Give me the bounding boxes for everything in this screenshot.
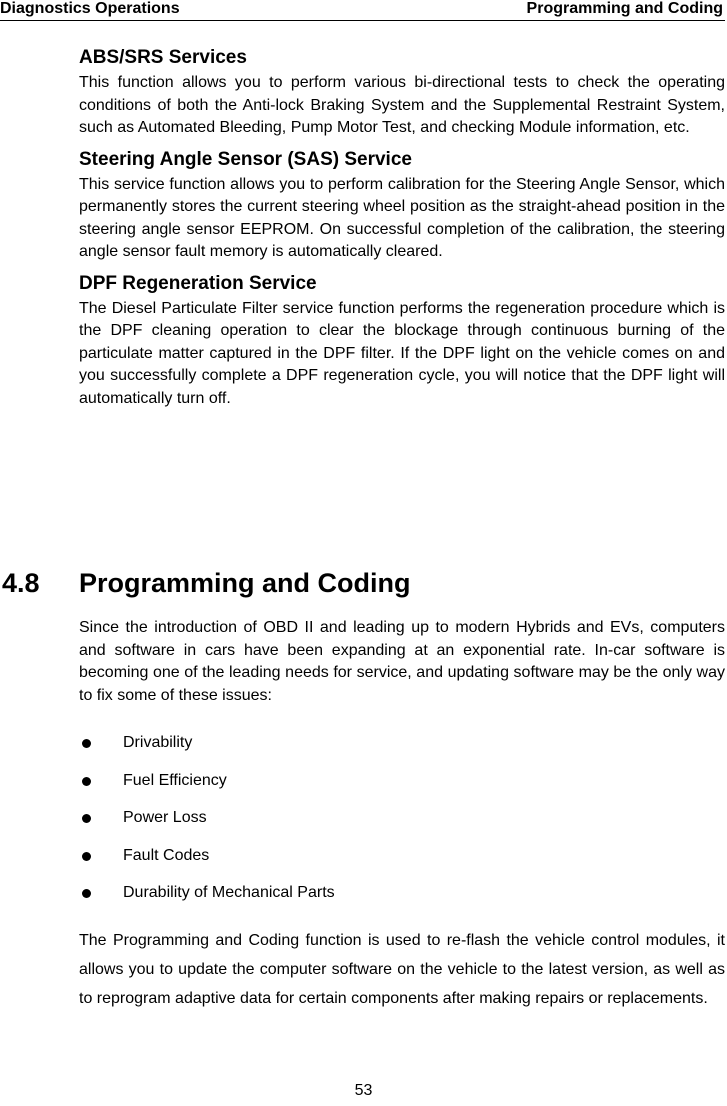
header-left-title: Diagnostics Operations bbox=[0, 0, 180, 17]
chapter-number: 4.8 bbox=[2, 568, 40, 598]
sas-heading: Steering Angle Sensor (SAS) Service bbox=[79, 148, 412, 170]
list-item bbox=[79, 882, 679, 920]
list-item bbox=[79, 770, 679, 808]
page-number: 53 bbox=[354, 1082, 373, 1099]
list-item-label: Fault Codes bbox=[123, 846, 210, 864]
list-item-label: Fuel Efficiency bbox=[123, 771, 227, 789]
abs-srs-paragraph: This function allows you to perform various bi-directional tests to check the operating conditions of both the Anti-lock Braking System and the Supplemental Restraint System, such as Automated Bleeding, Pump Motor Test, and checking Module information, etc. bbox=[79, 74, 725, 136]
bullet-dot-icon bbox=[82, 889, 91, 898]
abs-srs-heading: ABS/SRS Services bbox=[79, 47, 247, 68]
header-right-title: Programming and Coding bbox=[526, 0, 723, 17]
list-item-label: Drivability bbox=[123, 734, 193, 751]
list-item bbox=[79, 732, 679, 770]
chapter-closing bbox=[79, 926, 725, 1013]
services-content bbox=[79, 44, 725, 410]
chapter-closing-paragraph: The Programming and Coding function is used to re-flash the vehicle control modules, it allows you to update the computer software on the vehicle to the latest version, as well as to reprogram adaptive data for certain components after making repairs or replacements. bbox=[79, 932, 725, 1007]
bullet-dot-icon bbox=[82, 852, 91, 861]
chapter-intro bbox=[79, 617, 725, 707]
bullet-dot-icon bbox=[82, 777, 91, 786]
list-item bbox=[79, 845, 679, 883]
chapter-intro-paragraph: Since the introduction of OBD II and leading up to modern Hybrids and EVs, computers and software in cars have been expanding at an exponential rate. In-car software is becoming one of the leading needs for service, and updating software may be the only way to fix some of these issues: bbox=[79, 619, 725, 704]
page-header bbox=[0, 0, 725, 21]
issues-list bbox=[79, 732, 679, 920]
list-item bbox=[79, 807, 679, 845]
bullet-dot-icon bbox=[82, 739, 91, 748]
chapter-title: Programming and Coding bbox=[79, 568, 411, 598]
list-item-label: Durability of Mechanical Parts bbox=[123, 884, 335, 901]
dpf-heading: DPF Regeneration Service bbox=[79, 272, 317, 294]
list-item-label: Power Loss bbox=[123, 809, 207, 826]
bullet-dot-icon bbox=[82, 814, 91, 823]
dpf-paragraph: The Diesel Particulate Filter service function performs the regeneration procedure which is the DPF cleaning operation to clear the blockage through continuous burning of the particulate matter captured in the DPF filter. If the DPF light on the vehicle comes on and you successfully complete a DPF regeneration cycle, you will notice that the DPF light will automatically turn off. bbox=[79, 299, 725, 407]
sas-paragraph: This service function allows you to perform calibration for the Steering Angle Sensor, which permanently stores the current steering wheel position as the straight-ahead position in the steering angle sensor EEPROM. On successful completion of the calibration, the steering angle sensor fault memory is automatically cleared. bbox=[79, 175, 725, 260]
